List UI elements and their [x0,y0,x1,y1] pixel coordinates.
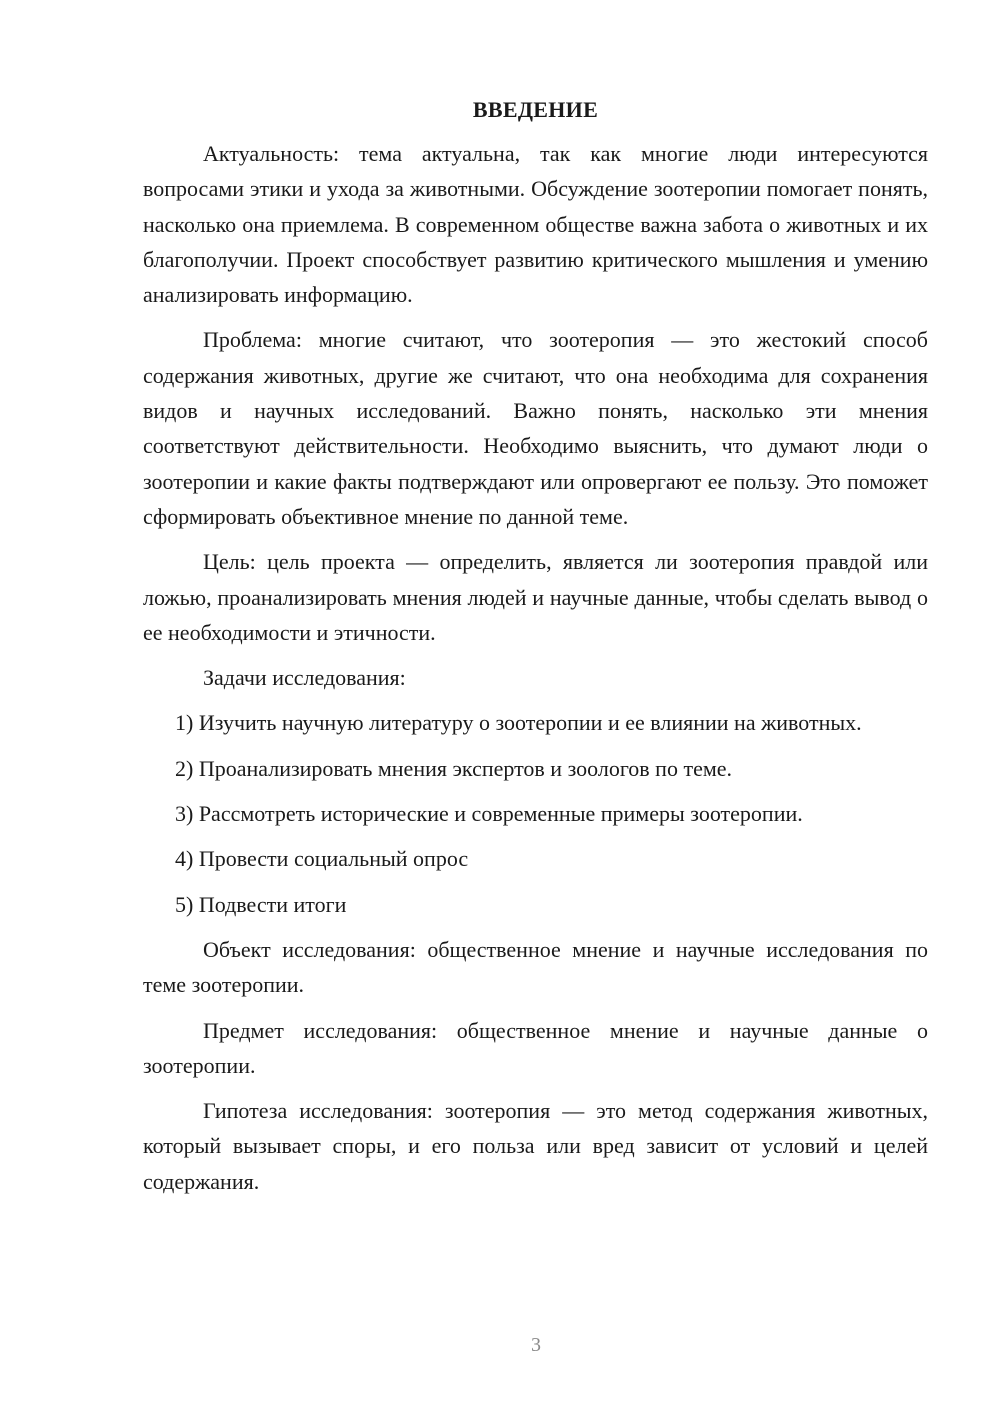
subject-paragraph: Предмет исследования: общественное мнение и научные данные о зоотеропии. [143,1017,928,1078]
tasks-heading: Задачи исследования: [203,665,406,691]
section-title: ВВЕДЕНИЕ [472,97,599,122]
hypothesis-paragraph: Гипотеза исследования: зоотеропия — это метод содержания животных, который вызывает споры, и его польза или вред зависит от условий и целей содержания. [143,1098,928,1194]
task-item: 3) Рассмотреть исторические и современные примеры зоотеропии. [175,801,803,827]
task-item: 1) Изучить научную литературу о зоотеропии и ее влиянии на животных. [175,710,862,736]
page-number: 3 [531,1334,541,1356]
problem-paragraph: Проблема: многие считают, что зоотеропия — это жестокий способ содержания животных, другие же считают, что она необходима для сохранения видов и научных исследований. Важно понять, насколько эти мнения соответствуют действительности. Необходимо выяснить, что думают люди о зоотеропии и какие факты подтверждают или опровергают ее пользу. Это поможет сформировать объективное мнение по данной теме. [143,327,928,529]
goal-paragraph: Цель: цель проекта — определить, является ли зоотеропия правдой или ложью, проанализировать мнения людей и научные данные, чтобы сделать вывод о ее необходимости и этичности. [143,549,928,645]
task-item: 2) Проанализировать мнения экспертов и зоологов по теме. [175,755,733,781]
task-item: 5) Подвести итоги [175,891,347,917]
task-item: 4) Провести социальный опрос [175,846,469,872]
object-paragraph: Объект исследования: общественное мнение и научные исследования по теме зоотеропии. [143,936,928,998]
relevance-paragraph: Актуальность: тема актуальна, так как многие люди интересуются вопросами этики и ухода за животными. Обсуждение зоотеропии помогает понять, насколько она приемлема. В современном обществе важна забота о животных и их благополучии. Проект способствует развитию критического мышления и умению анализировать информацию. [143,141,928,308]
document-page [143,96,928,1209]
